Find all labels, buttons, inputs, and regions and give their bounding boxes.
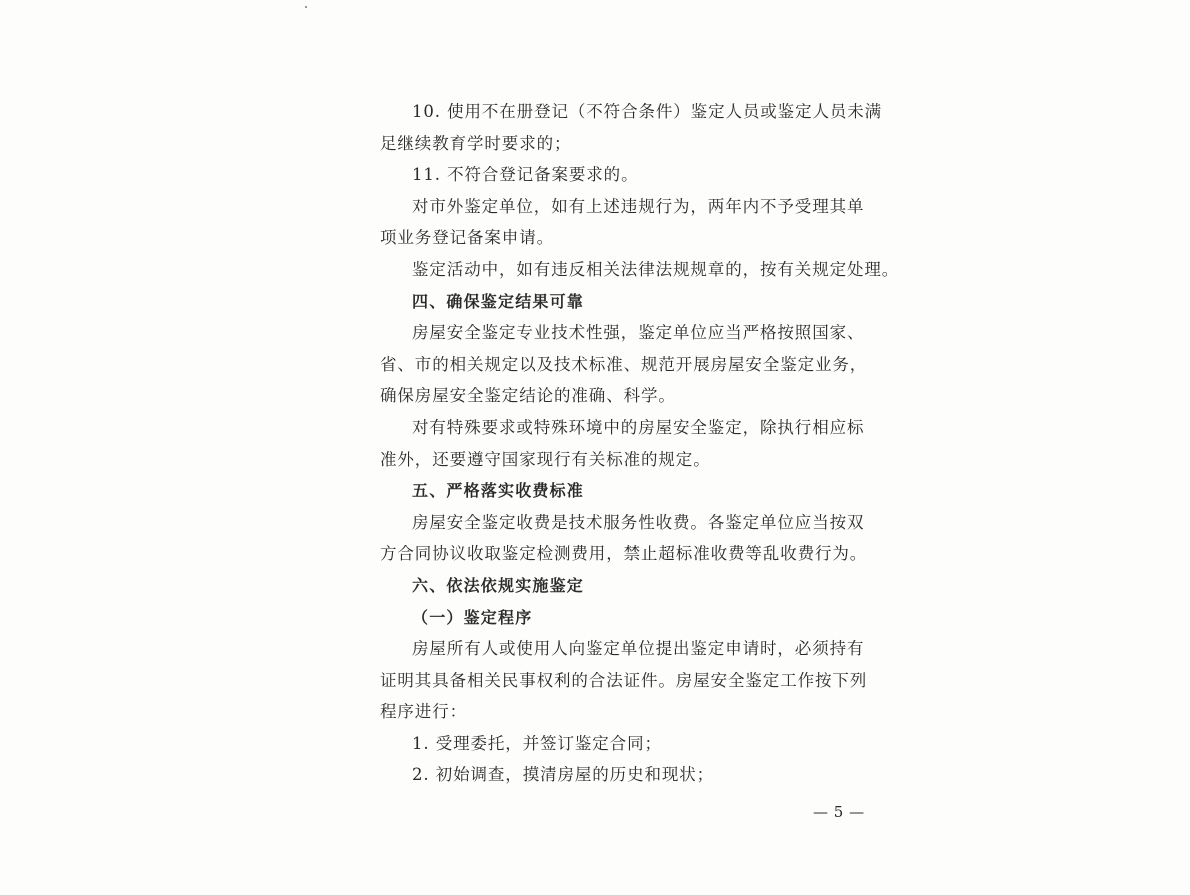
paragraph-item-10: 10. 使用不在册登记（不符合条件）鉴定人员或鉴定人员未满: [412, 102, 883, 121]
paragraph-item-11: 11. 不符合登记备案要求的。: [412, 165, 639, 185]
paragraph-fees: 房屋安全鉴定收费是技术服务性收费。各鉴定单位应当按双: [412, 512, 865, 532]
scan-speck: [305, 6, 307, 8]
paragraph-outside-units-cont: 项业务登记备案申请。: [380, 228, 554, 248]
subsection-heading-procedure: （一）鉴定程序: [412, 607, 533, 627]
paragraph-procedure: 房屋所有人或使用人向鉴定单位提出鉴定申请时，必须持有: [412, 639, 865, 659]
paragraph-reliability-cont-2: 确保房屋安全鉴定结论的准确、科学。: [380, 386, 676, 406]
paragraph-fees-cont: 方合同协议收取鉴定检测费用，禁止超标准收费等乱收费行为。: [380, 544, 868, 564]
paragraph-procedure-cont-2: 程序进行：: [380, 702, 467, 722]
paragraph-violations: 鉴定活动中，如有违反相关法律法规规章的，按有关规定处理。: [412, 259, 900, 279]
paragraph-special-cont: 准外，还要遵守国家现行有关标准的规定。: [380, 449, 711, 469]
paragraph-special: 对有特殊要求或特殊环境中的房屋安全鉴定，除执行相应标: [412, 417, 865, 437]
paragraph-procedure-cont-1: 证明其具备相关民事权利的合法证件。房屋安全鉴定工作按下列: [380, 670, 868, 690]
section-heading-6: 六、依法依规实施鉴定: [412, 575, 585, 595]
paragraph-reliability-cont-1: 省、市的相关规定以及技术标准、规范开展房屋安全鉴定业务，: [380, 354, 868, 374]
procedure-step-1: 1. 受理委托，并签订鉴定合同；: [412, 733, 662, 753]
procedure-step-2: 2. 初始调查，摸清房屋的历史和现状；: [412, 765, 715, 785]
paragraph-outside-units: 对市外鉴定单位，如有上述违规行为，两年内不予受理其单: [412, 196, 865, 216]
body-text: [380, 96, 900, 791]
paragraph-item-10-cont: 足继续教育学时要求的；: [380, 133, 572, 153]
paragraph-reliability: 房屋安全鉴定专业技术性强，鉴定单位应当严格按照国家、: [412, 323, 865, 343]
section-heading-4: 四、确保鉴定结果可靠: [412, 291, 585, 311]
page-number: — 5 —: [813, 803, 865, 821]
section-heading-5: 五、严格落实收费标准: [412, 481, 585, 501]
